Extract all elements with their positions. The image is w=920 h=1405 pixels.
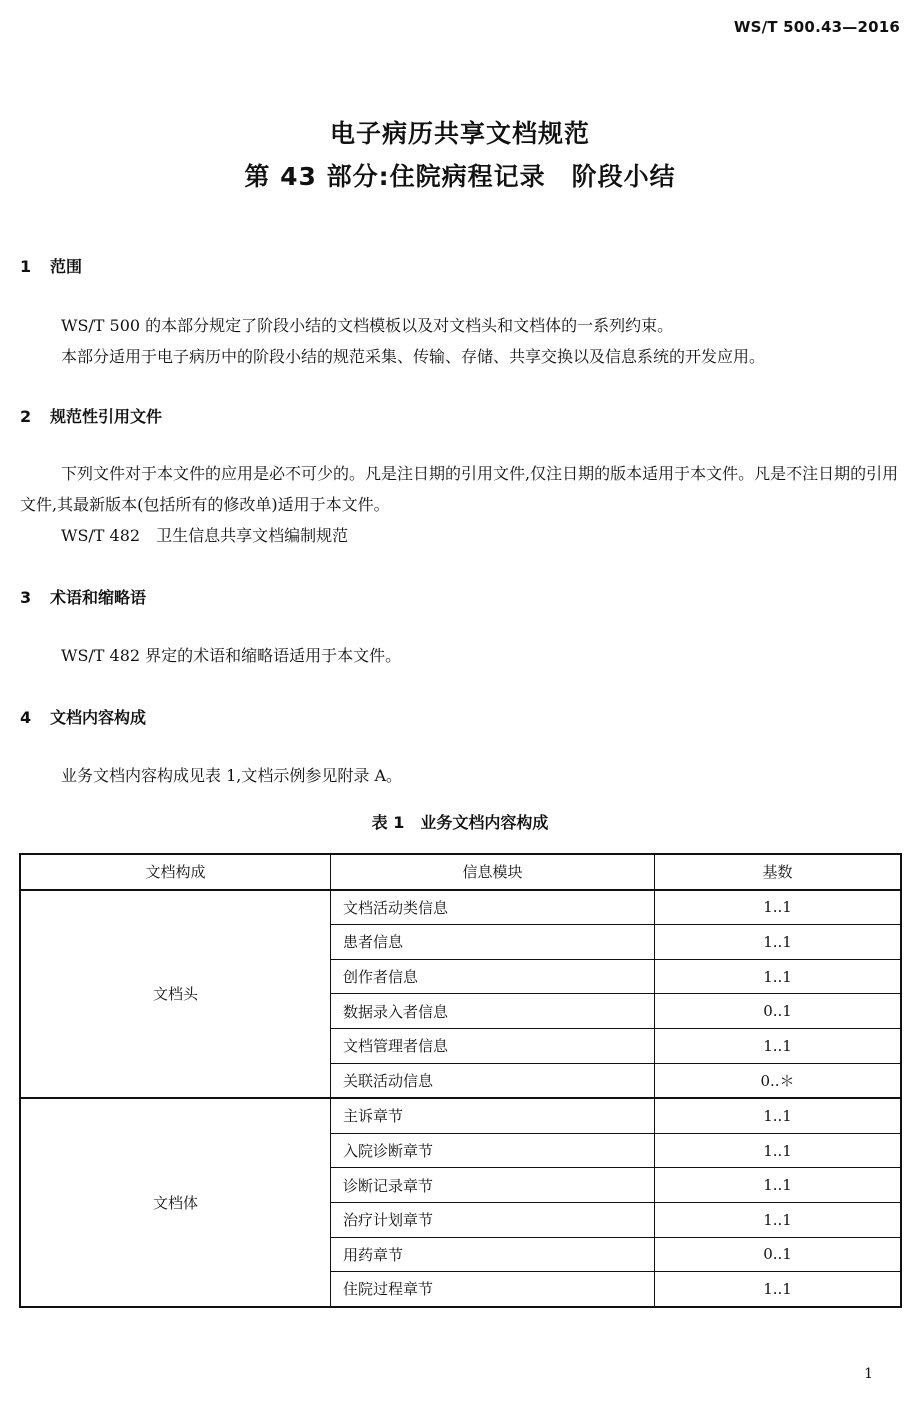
table-row: [20, 1098, 901, 1133]
section-number: 2: [20, 407, 32, 426]
header-cell: 信息模块: [331, 854, 655, 890]
module-cell: 关联活动信息: [331, 1063, 655, 1098]
module-cell: 治疗计划章节: [331, 1202, 655, 1237]
module-cell: 入院诊断章节: [331, 1133, 655, 1168]
section-heading-terms: [20, 585, 146, 608]
cardinality-cell: 1..1: [655, 1028, 902, 1063]
section-number: 4: [20, 708, 32, 727]
cardinality-cell: 1..1: [655, 959, 902, 994]
module-cell: 诊断记录章节: [331, 1168, 655, 1203]
group-cell: 文档体: [20, 1098, 331, 1307]
cardinality-cell: 0..1: [655, 994, 902, 1029]
cardinality-cell: 1..1: [655, 1272, 902, 1307]
group-cell: 文档头: [20, 890, 331, 1099]
paragraph: 本部分适用于电子病历中的阶段小结的规范采集、传输、存储、共享交换以及信息系统的开发应用。: [61, 347, 766, 366]
section-heading-scope: [20, 254, 82, 277]
cardinality-cell: 1..1: [655, 1098, 902, 1133]
cardinality-cell: 1..1: [655, 1133, 902, 1168]
section-title: 术语和缩略语: [50, 588, 147, 607]
cardinality-cell: 0..1: [655, 1237, 902, 1272]
module-cell: 用药章节: [331, 1237, 655, 1272]
module-cell: 数据录入者信息: [331, 994, 655, 1029]
header-cell: 基数: [655, 854, 902, 890]
module-cell: 创作者信息: [331, 959, 655, 994]
module-cell: 住院过程章节: [331, 1272, 655, 1307]
module-cell: 主诉章节: [331, 1098, 655, 1133]
header-cell: 文档构成: [20, 854, 331, 890]
section-title: 规范性引用文件: [50, 407, 163, 426]
section-heading-normative-references: [20, 404, 162, 427]
table-caption: 表 1 业务文档内容构成: [371, 813, 549, 832]
document-subtitle: 第 43 部分:住院病程记录 阶段小结: [244, 162, 676, 191]
section-number: 1: [20, 257, 32, 276]
section-heading-document-content: [20, 705, 146, 728]
reference-item: WS/T 482 卫生信息共享文档编制规范: [61, 526, 349, 545]
cardinality-cell: 1..1: [655, 890, 902, 925]
standard-code: WS/T 500.43—2016: [733, 18, 900, 36]
module-cell: 文档活动类信息: [331, 890, 655, 925]
paragraph: 下列文件对于本文件的应用是必不可少的。凡是注日期的引用文件,仅注日期的版本适用于本文件。凡是不注日期的引用文件,其最新版本(包括所有的修改单)适用于本文件。: [20, 464, 899, 514]
cardinality-cell: 1..1: [655, 1168, 902, 1203]
module-cell: 患者信息: [331, 925, 655, 960]
cardinality-cell: 0..＊: [655, 1063, 902, 1098]
table-header-row: [20, 854, 901, 890]
module-cell: 文档管理者信息: [331, 1028, 655, 1063]
table-row: [20, 890, 901, 925]
paragraph: 业务文档内容构成见表 1,文档示例参见附录 A。: [61, 766, 402, 785]
section-number: 3: [20, 588, 32, 607]
section-title: 文档内容构成: [50, 708, 147, 727]
paragraph: WS/T 500 的本部分规定了阶段小结的文档模板以及对文档头和文档体的一系列约束。: [61, 316, 674, 335]
paragraph: WS/T 482 界定的术语和缩略语适用于本文件。: [61, 646, 402, 665]
document-title: 电子病历共享文档规范: [329, 119, 590, 148]
cardinality-cell: 1..1: [655, 1202, 902, 1237]
section-title: 范围: [50, 257, 83, 276]
document-content-table: [19, 853, 902, 1308]
page-number: 1: [864, 1366, 873, 1382]
cardinality-cell: 1..1: [655, 925, 902, 960]
